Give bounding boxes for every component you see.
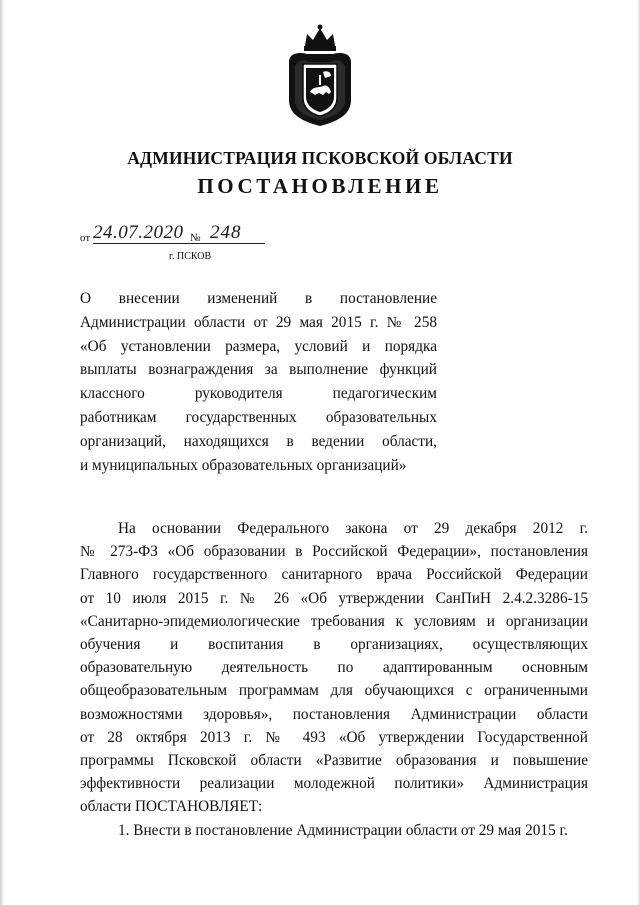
subject-line: О внесении изменений в постановление [80,290,437,307]
city-label: г. ПСКОВ [169,251,212,262]
date-prefix: от [80,232,91,244]
document-type-title: ПОСТАНОВЛЕНИЕ [197,174,443,198]
organization-title: АДМИНИСТРАЦИЯ ПСКОВСКОЙ ОБЛАСТИ [127,148,513,168]
body-line: от 10 июля 2015 г. № 26 «Об утверждении СанПиН 2.4.2.3286-15 [80,589,588,607]
pskov-coat-of-arms-icon [279,22,361,128]
body-line: области ПОСТАНОВЛЯЕТ: [80,798,263,816]
subject-line: классного руководителя педагогическим [80,385,437,403]
body-line: общеобразовательным программам для обучающихся с ограниченными [80,682,588,700]
subject-line: работникам государственных образовательных [80,408,437,426]
subject-line: выплаты вознаграждения за выполнение функций [80,361,437,379]
body-line: эффективности реализации молодежной политики» Администрация [80,775,588,793]
body-line: 1. Внести в постановление Администрации области от 29 мая 2015 г. [118,821,568,839]
subject-line: «Об установлении размера, условий и порядка [80,337,437,355]
number-label: № [190,232,201,244]
body-line: программы Псковской области «Развитие образования и повышение [80,752,588,770]
body-line: от 28 октября 2013 г. № 493 «Об утверждении Государственной [80,728,588,746]
body-line: № 273-ФЗ «Об образовании в Российской Федерации», постановления [80,543,588,561]
date-number-underline [93,243,265,244]
body-line: образовательную деятельность по адаптированным основным [80,659,588,677]
body-line: обучения и воспитания в организациях, осуществляющих [80,636,588,654]
document-date: 24.07.2020 [93,222,184,243]
body-line: На основании Федерального закона от 29 декабря 2012 г. [118,520,588,537]
subject-line: организаций, находящихся в ведении области, [80,432,437,450]
document-number: 248 [210,222,242,243]
body-line: возможностями здоровья», постановления Администрации области [80,705,588,723]
subject-line: и муниципальных образовательных организаций» [80,456,407,474]
date-number-line [80,222,266,248]
body-line: «Санитарно-эпидемиологические требования к условиям и организации [80,612,588,630]
body-line: Главного государственного санитарного врача Российской Федерации [80,566,588,584]
document-body [80,517,588,842]
subject-line: Администрации области от 29 мая 2015 г. № 258 [80,313,437,331]
document-subject [80,287,437,477]
scan-edge-left [0,0,4,905]
